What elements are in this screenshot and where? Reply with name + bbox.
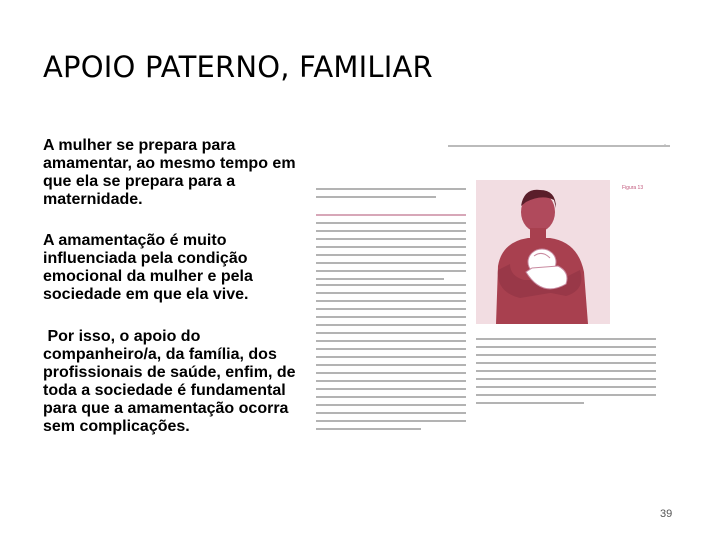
book-page-number-mark: · [664, 142, 666, 148]
book-running-header [448, 142, 670, 150]
figure-caption [622, 184, 672, 192]
book-text-column-left-top [316, 188, 466, 204]
book-text-column-right [476, 338, 656, 410]
book-text-column-left-lower [316, 284, 466, 436]
figure-label: Figura 13 [622, 185, 644, 191]
paragraph-preparation: A mulher se prepara para amamentar, ao mesmo tempo em que ela se prepara para a maternidade. [43, 137, 296, 208]
paragraph-support: Por isso, o apoio do companheiro/a, da família, dos profissionais de saúde, enfim, de toda a sociedade é fundamental para que a amamentação ocorra sem complicações. [43, 328, 300, 435]
slide-title: APOIO PATERNO, FAMILIAR [43, 50, 433, 84]
book-text-column-left-middle [316, 214, 466, 286]
slide-page-number: 39 [660, 508, 673, 520]
father-holding-baby-illustration [476, 180, 610, 324]
book-page-image [312, 138, 676, 460]
paragraph-emotional-condition: A amamentação é muito influenciada pela condição emocional da mulher e pela sociedade em que ela vive. [43, 232, 253, 303]
